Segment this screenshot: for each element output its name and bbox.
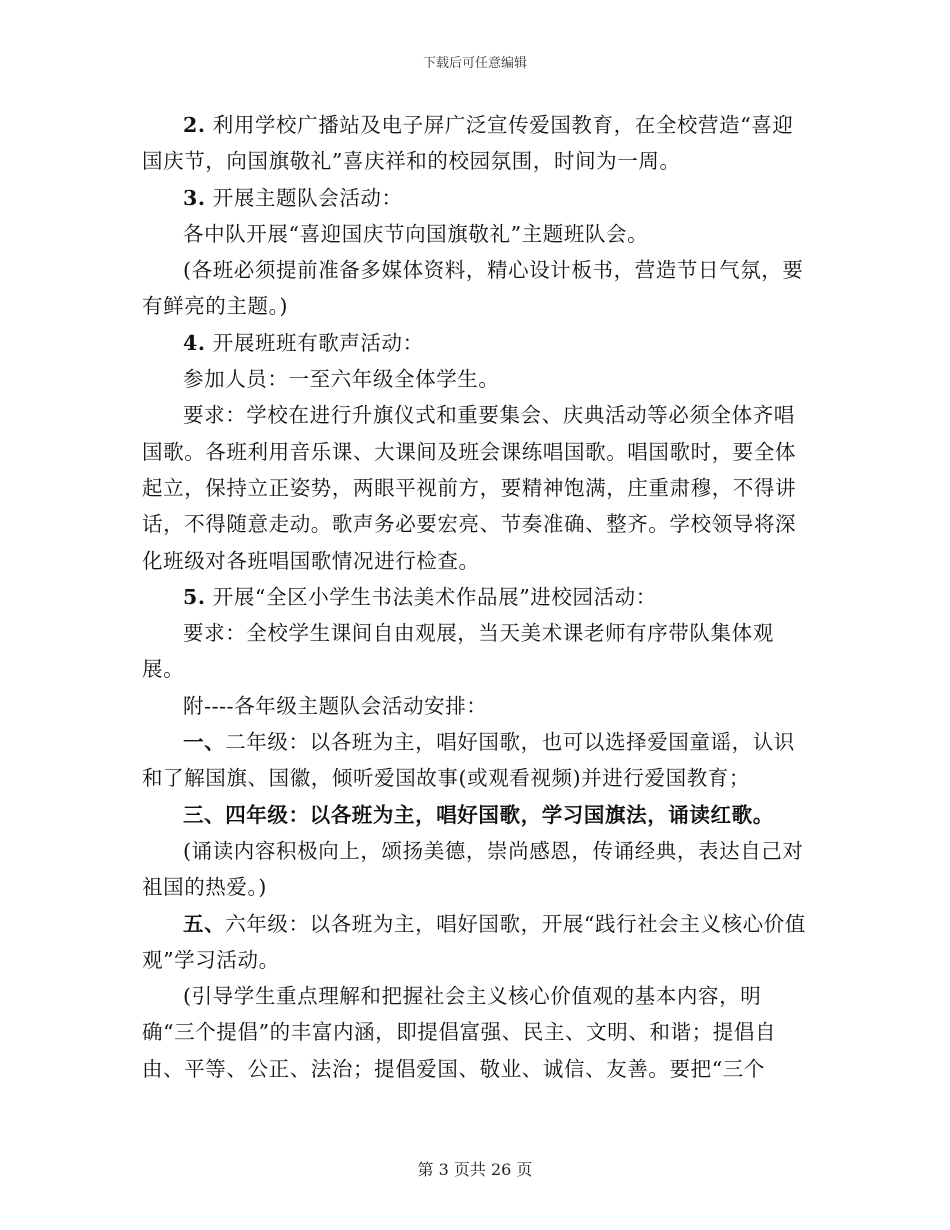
paragraph-grade-1-2: [142, 724, 812, 797]
paragraph-exhibition-requirements: 要求：全校学生课间自由观展，当天美术课老师有序带队集体观展。: [142, 621, 774, 682]
paragraph-participants: 参加人员：一至六年级全体学生。: [183, 367, 500, 392]
document-body: [142, 107, 812, 1087]
paragraph-recitation-note: (诵读内容积极向上，颂扬美德，崇尚感恩，传诵经典，表达自己对祖国的热爱。): [142, 838, 804, 900]
paragraph-grade-3-4: 三、四年级：以各班为主，唱好国歌，学习国旗法，诵读红歌。: [183, 802, 774, 827]
page-footer: 第 3 页共 26 页: [417, 1160, 533, 1179]
paragraph-text: 利用学校广播站及电子屏广泛宣传爱国教育，在全校营造“喜迎国庆节，向国旗敬礼”喜庆祥和的校园氛围，时间为一周。: [142, 113, 794, 174]
paragraph-text: 开展“全区小学生书法美术作品展”进校园活动：: [205, 584, 657, 609]
item-number: 2.: [183, 113, 206, 137]
item-number: 4.: [183, 330, 206, 355]
item-number: 五、: [183, 911, 226, 936]
paragraph-text: 开展班班有歌声活动：: [205, 330, 424, 355]
paragraph-text: 开展主题队会活动：: [205, 185, 403, 210]
paragraph-appendix-title: 附----各年级主题队会活动安排：: [183, 693, 488, 718]
paragraph-core-values-note: (引导学生重点理解和把握社会主义核心价值观的基本内容，明确“三个提倡”的丰富内涵，即提倡富强、民主、文明、和谐；提倡自由、平等、公正、法治；提倡爱国、敬业、诚信、友善。要把“三个: [142, 984, 777, 1081]
paragraph-grade-5-6: [142, 906, 812, 979]
paragraph-squad-meeting: 各中队开展“喜迎国庆节向国旗敬礼”主题班队会。: [183, 221, 649, 246]
item-number: 5.: [183, 584, 206, 609]
paragraph-meeting-note: (各班必须提前准备多媒体资料，精心设计板书，营造节日气氛，要有鲜亮的主题。): [142, 258, 804, 319]
item-number: 3.: [183, 185, 206, 210]
paragraph-text: 六年级：以各班为主，唱好国歌，开展“践行社会主义核心价值观”学习活动。: [142, 911, 806, 972]
paragraph-art-exhibition: [142, 579, 812, 615]
paragraph-text: 二年级：以各班为主，唱好国歌，也可以选择爱国童谣，认识和了解国旗、国徽，倾听爱国故事(或观看视频)并进行爱国教育；: [142, 730, 795, 791]
paragraph-singing-requirements: 要求：学校在进行升旗仪式和重要集会、庆典活动等必须全体齐唱国歌。各班利用音乐课、大课间及班会课练唱国歌。唱国歌时，要全体起立，保持立正姿势，两眼平视前方，要精神饱满，庄重肃穆，不得讲话，不得随意走动。歌声务必要宏亮、节奏准确、整齐。学校领导将深化班级对各班唱国歌情况进行检查。: [142, 403, 797, 573]
item-number: 一、: [183, 730, 226, 755]
paragraph-singing: [142, 325, 812, 361]
page-header: 下载后可任意编辑: [422, 56, 527, 71]
paragraph-broadcast: [142, 107, 812, 180]
paragraph-theme-meeting: [142, 180, 812, 216]
